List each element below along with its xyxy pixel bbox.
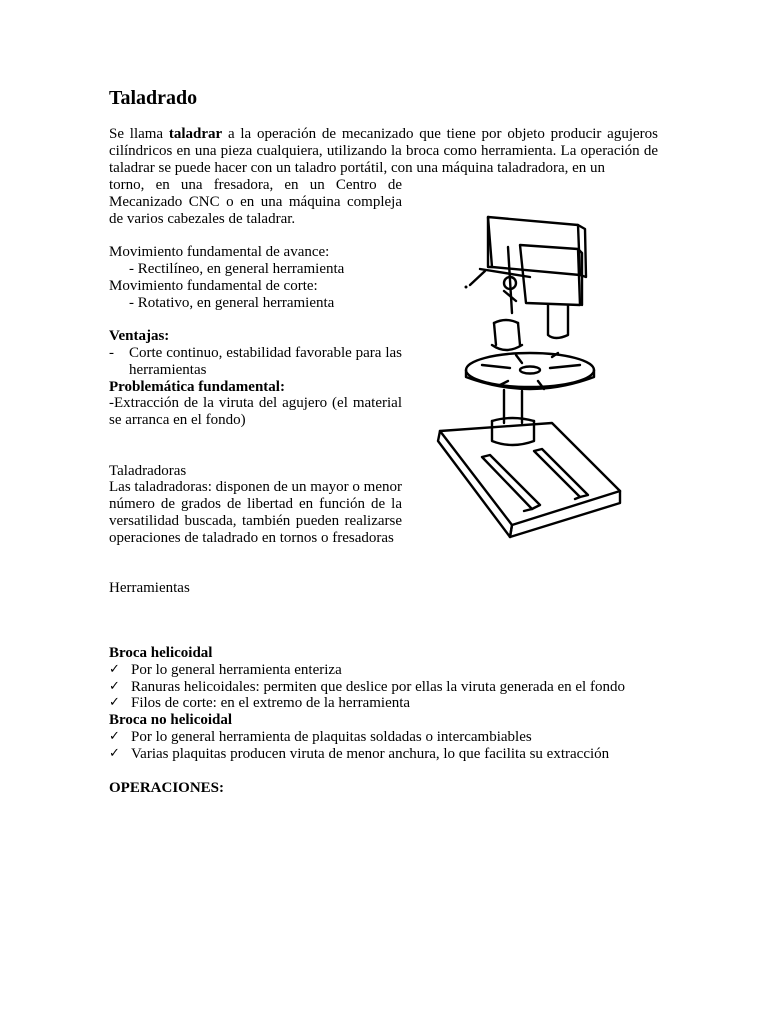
left-column bbox=[109, 177, 402, 597]
list-item: ✓ Por lo general herramienta de plaquitas soldadas o intercambiables bbox=[109, 728, 532, 745]
broca-helicoidal-heading: Broca helicoidal bbox=[109, 645, 213, 661]
intro-continuation: torno, en una fresadora, en un Centro de Mecanizado CNC o en una máquina compleja de varios cabezales de taladrar. bbox=[109, 177, 402, 227]
intro-text-rest: a la operación de mecanizado que tiene por objeto producir agujeros cilíndricos en una pieza cualquiera, utilizando la broca como herramienta. La operación de taladrar se puede hacer con un taladro portátil, con una máquina taladradora, en un bbox=[109, 126, 658, 176]
list-item: ✓ Filos de corte: en el extremo de la herramienta bbox=[109, 695, 411, 712]
problematica-text: -Extracción de la viruta del agujero (el material se arranca en el fondo) bbox=[109, 395, 402, 429]
ventajas-heading: Ventajas: bbox=[109, 328, 170, 345]
broca-no-helicoidal-heading: Broca no helicoidal bbox=[109, 712, 233, 729]
page-title: Taladrado bbox=[109, 87, 198, 109]
intro-bold-term: taladrar bbox=[168, 126, 223, 142]
check-icon: ✓ bbox=[109, 745, 120, 761]
check-icon: ✓ bbox=[109, 678, 120, 694]
list-item: ✓ Varias plaquitas producen viruta de menor anchura, lo que facilita su extracción bbox=[109, 745, 610, 762]
operaciones-heading: OPERACIONES: bbox=[109, 780, 225, 796]
problematica-heading: Problemática fundamental: bbox=[109, 378, 285, 395]
check-icon: ✓ bbox=[109, 728, 120, 744]
herramientas-heading: Herramientas bbox=[109, 580, 190, 597]
taladradoras-heading: Taladradoras bbox=[109, 462, 187, 479]
taladradoras-text: Las taladradoras: disponen de un mayor o menor número de grados de libertad en función de la versatilidad buscada, también pueden realizarse operaciones de taladrado en tornos o fresadoras bbox=[109, 479, 402, 546]
dash-bullet: - bbox=[109, 344, 114, 361]
check-icon: ✓ bbox=[109, 661, 120, 677]
avance-item: - Rectilíneo, en general herramienta bbox=[129, 260, 345, 277]
list-item: ✓ Por lo general herramienta enteriza bbox=[109, 661, 342, 678]
corte-title: Movimiento fundamental de corte: bbox=[109, 277, 318, 294]
list-item: ✓ Ranuras helicoidales: permiten que deslice por ellas la viruta generada en el fondo bbox=[109, 678, 625, 695]
intro-paragraph bbox=[109, 126, 658, 176]
ventajas-item-text: Corte continuo, estabilidad favorable para las herramientas bbox=[129, 344, 402, 378]
ventajas-item bbox=[109, 345, 402, 379]
intro-text-start: Se llama bbox=[109, 126, 169, 142]
tools-section bbox=[109, 645, 669, 763]
avance-title: Movimiento fundamental de avance: bbox=[109, 244, 330, 261]
drill-press-illustration bbox=[430, 205, 630, 540]
check-icon: ✓ bbox=[109, 695, 120, 711]
corte-item: - Rotativo, en general herramienta bbox=[129, 294, 335, 311]
